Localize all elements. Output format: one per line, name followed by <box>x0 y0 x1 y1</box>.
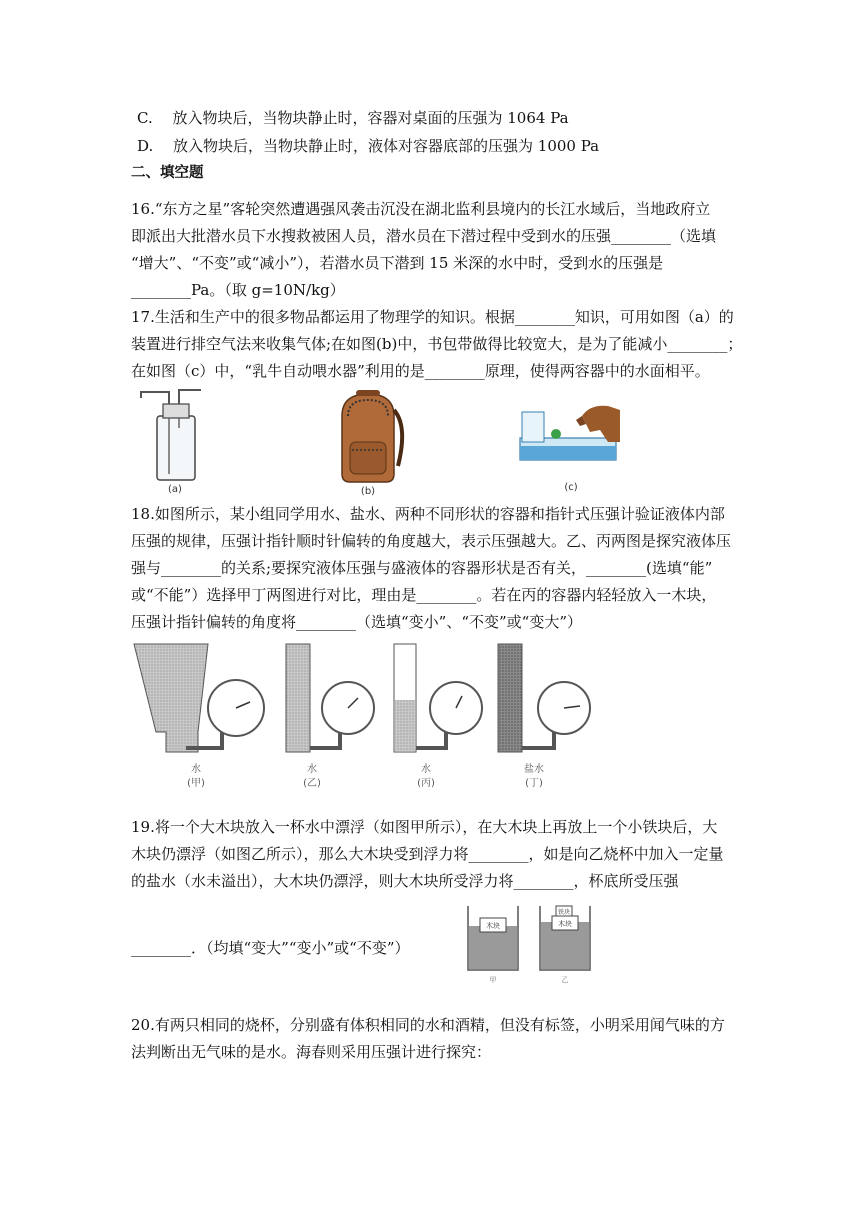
q18-line: 压强的规律，压强计指针顺时针偏转的角度越大，表示压强越大。乙、丙两图是探究液体压 <box>131 532 732 550</box>
beaker-tag-left: 甲 <box>489 976 497 984</box>
figure-a-label: (a) <box>168 484 182 495</box>
fig18-liquid-ding: 盐水 <box>524 764 544 775</box>
figure-c-label: (c) <box>564 482 578 493</box>
figure-a-gas-bottle <box>131 384 205 496</box>
iron-label: 铁块 <box>557 909 571 916</box>
figure-b-backpack <box>328 386 410 496</box>
block-label-left: 木块 <box>486 922 500 930</box>
q20-line: 法判断出无气味的是水。海春则采用压强计进行探究： <box>131 1043 492 1061</box>
fig18-liquid-yi: 水 <box>307 764 317 775</box>
section-heading: 二、填空题 <box>131 165 204 181</box>
figure-pressure-gauges <box>130 640 610 800</box>
fig18-tag-ding: (丁) <box>525 778 543 789</box>
q16-line: ________Pa。（取 g=10N/kg） <box>131 281 345 299</box>
q19-line: 木块仍漂浮（如图乙所示），那么大木块受到浮力将________，如是向乙烧杯中加入一定量 <box>131 845 724 863</box>
fig18-liquid-jia: 水 <box>191 764 201 775</box>
q17-line: 装置进行排空气法来收集气体;在如图(b)中，书包带做得比较宽大，是为了能减小________； <box>131 335 743 353</box>
figure-b-label: (b) <box>360 486 376 496</box>
fig18-tag-yi: (乙) <box>303 778 321 789</box>
beaker-tag-right: 乙 <box>561 976 569 984</box>
q18-line: 强与________的关系;要探究液体压强与盛液体的容器形状是否有关，________(选填“能” <box>131 559 713 577</box>
q19-line: 的盐水（水未溢出），大木块仍漂浮，则大木块所受浮力将________，杯底所受压强 <box>131 872 679 890</box>
q18-line: 压强计指针偏转的角度将________（选填“变小”、“不变”或“变大”） <box>131 613 583 631</box>
q17-line: 在如图（c）中，“乳牛自动喂水器”利用的是________原理，使得两容器中的水面相平。 <box>131 362 710 380</box>
figure-floating-block <box>460 902 600 984</box>
q20-line: 20.有两只相同的烧杯，分别盛有体积相同的水和酒精，但没有标签，小明采用闻气味的方 <box>131 1016 725 1034</box>
q19-line: ________．（均填“变大”“变小”或“不变”） <box>131 939 410 957</box>
fig18-liquid-bing: 水 <box>421 764 431 775</box>
figure-c-cow-waterer <box>516 390 626 496</box>
option-d: D. 放入物块后，当物块静止时，液体对容器底部的压强为 1000 Pa <box>137 137 600 155</box>
option-c: C. 放入物块后，当物块静止时，容器对桌面的压强为 1064 Pa <box>137 109 569 127</box>
q16-line: 16.“东方之星”客轮突然遭遇强风袭击沉没在湖北监利县境内的长江水域后，当地政府立 <box>131 200 711 218</box>
q16-line: “增大”、“不变”或“减小”），若潜水员下潜到 15 米深的水中时，受到水的压强是 <box>131 254 664 272</box>
q18-line: 18.如图所示，某小组同学用水、盐水、两种不同形状的容器和指针式压强计验证液体内部 <box>131 505 725 523</box>
q17-line: 17.生活和生产中的很多物品都运用了物理学的知识。根据________知识，可用如图（a）的 <box>131 308 734 326</box>
block-label-right: 木块 <box>558 920 572 928</box>
q19-line: 19.将一个大木块放入一杯水中漂浮（如图甲所示），在大木块上再放上一个小铁块后，大 <box>131 818 718 836</box>
q18-line: 或“不能”）选择甲丁两图进行对比，理由是________。若在丙的容器内轻轻放入一木块， <box>131 586 717 604</box>
q16-line: 即派出大批潜水员下水搜救被困人员，潜水员在下潜过程中受到水的压强________（选填 <box>131 227 717 245</box>
fig18-tag-bing: (丙) <box>417 778 435 789</box>
fig18-tag-jia: (甲) <box>187 778 205 789</box>
